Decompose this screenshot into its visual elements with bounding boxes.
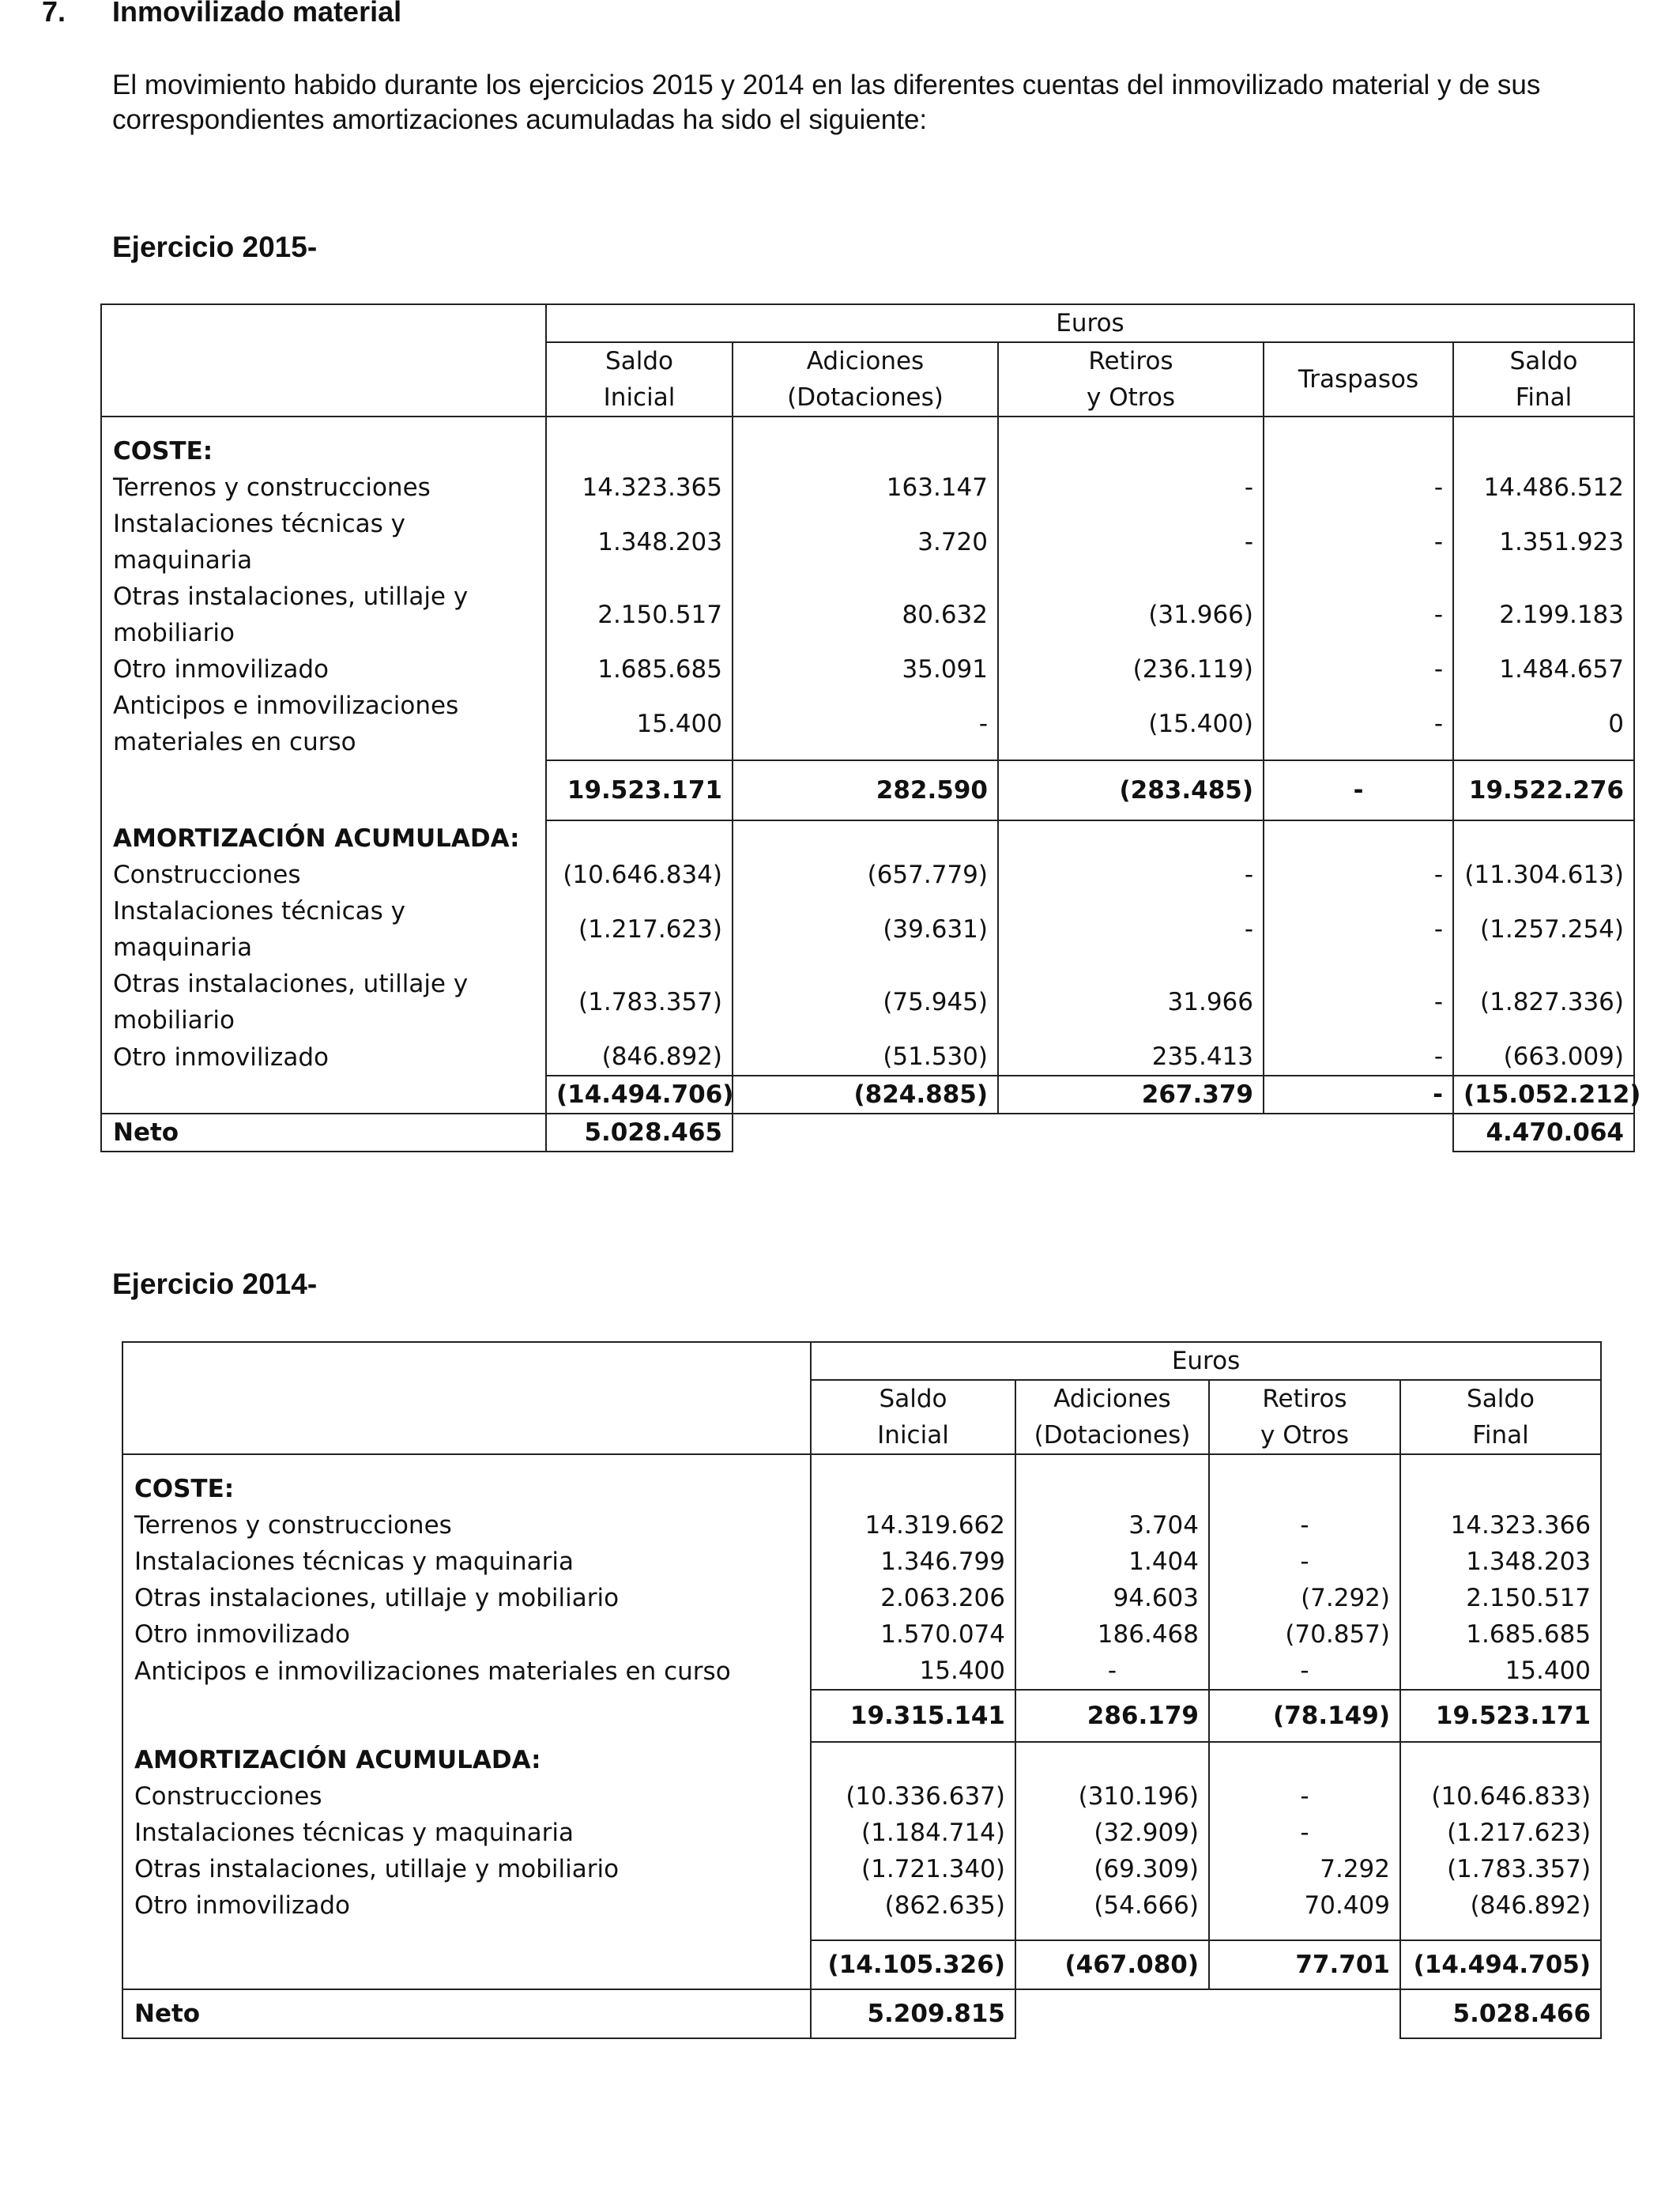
euros-header: Euros [546, 304, 1634, 342]
col-saldo-final: Saldo Final [1453, 342, 1634, 417]
table-row: Otro inmovilizado 1.570.074 186.468 (70.857) 1.685.685 [122, 1616, 1601, 1653]
col-saldo-inicial: Saldo Inicial [811, 1380, 1015, 1454]
col-saldo-inicial: Saldo Inicial [546, 342, 733, 417]
table-row: Instalaciones técnicas y maquinaria 1.348.203 3.720 - - 1.351.923 [101, 506, 1634, 579]
col-traspasos: Traspasos [1264, 342, 1453, 417]
coste-label: COSTE: [122, 1471, 811, 1507]
col-adiciones: Adiciones (Dotaciones) [1015, 1380, 1209, 1454]
table-row: Otras instalaciones, utillaje y mobiliario (1.721.340) (69.309) 7.292 (1.783.357) [122, 1851, 1601, 1887]
col-retiros: Retiros y Otros [1209, 1380, 1400, 1454]
table-row: Construcciones (10.646.834) (657.779) - - (11.304.613) [101, 857, 1634, 893]
amort-total-row: (14.494.706) (824.885) 267.379 - (15.052.212) [101, 1076, 1634, 1114]
table-row: Instalaciones técnicas y maquinaria (1.184.714) (32.909) - (1.217.623) [122, 1815, 1601, 1851]
table-2014 [122, 1341, 1602, 2039]
table-row: Anticipos e inmovilizaciones materiales en curso 15.400 - (15.400) - 0 [101, 688, 1634, 760]
coste-label: COSTE: [101, 433, 546, 469]
neto-row: Neto 5.028.465 4.470.064 [101, 1114, 1634, 1152]
table-row: Otras instalaciones, utillaje y mobiliario (1.783.357) (75.945) 31.966 - (1.827.336) [101, 966, 1634, 1039]
amort-label: AMORTIZACIÓN ACUMULADA: [101, 820, 546, 857]
table-row: Anticipos e inmovilizaciones materiales en curso 15.400 - - 15.400 [122, 1653, 1601, 1690]
euros-header: Euros [811, 1342, 1601, 1380]
table-row: Otras instalaciones, utillaje y mobiliario 2.063.206 94.603 (7.292) 2.150.517 [122, 1580, 1601, 1616]
table-row: Terrenos y construcciones 14.319.662 3.704 - 14.323.366 [122, 1507, 1601, 1544]
amort-label: AMORTIZACIÓN ACUMULADA: [122, 1742, 811, 1778]
coste-total-row: 19.523.171 282.590 (283.485) - 19.522.276 [101, 760, 1634, 820]
heading-2014: Ejercicio 2014- [112, 1268, 318, 1300]
table-row: Terrenos y construcciones 14.323.365 163.147 - - 14.486.512 [101, 469, 1634, 506]
amort-total-row: (14.105.326) (467.080) 77.701 (14.494.705) [122, 1940, 1601, 1989]
col-saldo-final: Saldo Final [1400, 1380, 1601, 1454]
col-retiros: Retiros y Otros [998, 342, 1264, 417]
table-row: Otro inmovilizado (846.892) (51.530) 235.413 - (663.009) [101, 1039, 1634, 1076]
table-row: Construcciones (10.336.637) (310.196) - (10.646.833) [122, 1778, 1601, 1815]
section-number: 7. [42, 0, 66, 28]
coste-total-row: 19.315.141 286.179 (78.149) 19.523.171 [122, 1690, 1601, 1742]
table-row: Otro inmovilizado 1.685.685 35.091 (236.119) - 1.484.657 [101, 651, 1634, 688]
table-row: Otro inmovilizado (862.635) (54.666) 70.409 (846.892) [122, 1887, 1601, 1924]
neto-row: Neto 5.209.815 5.028.466 [122, 1989, 1601, 2038]
table-row: Otras instalaciones, utillaje y mobiliario 2.150.517 80.632 (31.966) - 2.199.183 [101, 579, 1634, 651]
section-title: Inmovilizado material [112, 0, 402, 28]
table-2015 [100, 303, 1641, 1152]
intro-paragraph: El movimiento habido durante los ejercicios 2015 y 2014 en las diferentes cuentas del inmovilizado material y de sus correspondientes amortizaciones acumuladas ha sido el siguiente: [112, 70, 1541, 135]
heading-2015: Ejercicio 2015- [112, 231, 318, 263]
table-row: Instalaciones técnicas y maquinaria 1.346.799 1.404 - 1.348.203 [122, 1544, 1601, 1580]
col-adiciones: Adiciones (Dotaciones) [733, 342, 998, 417]
table-row: Instalaciones técnicas y maquinaria (1.217.623) (39.631) - - (1.257.254) [101, 893, 1634, 966]
